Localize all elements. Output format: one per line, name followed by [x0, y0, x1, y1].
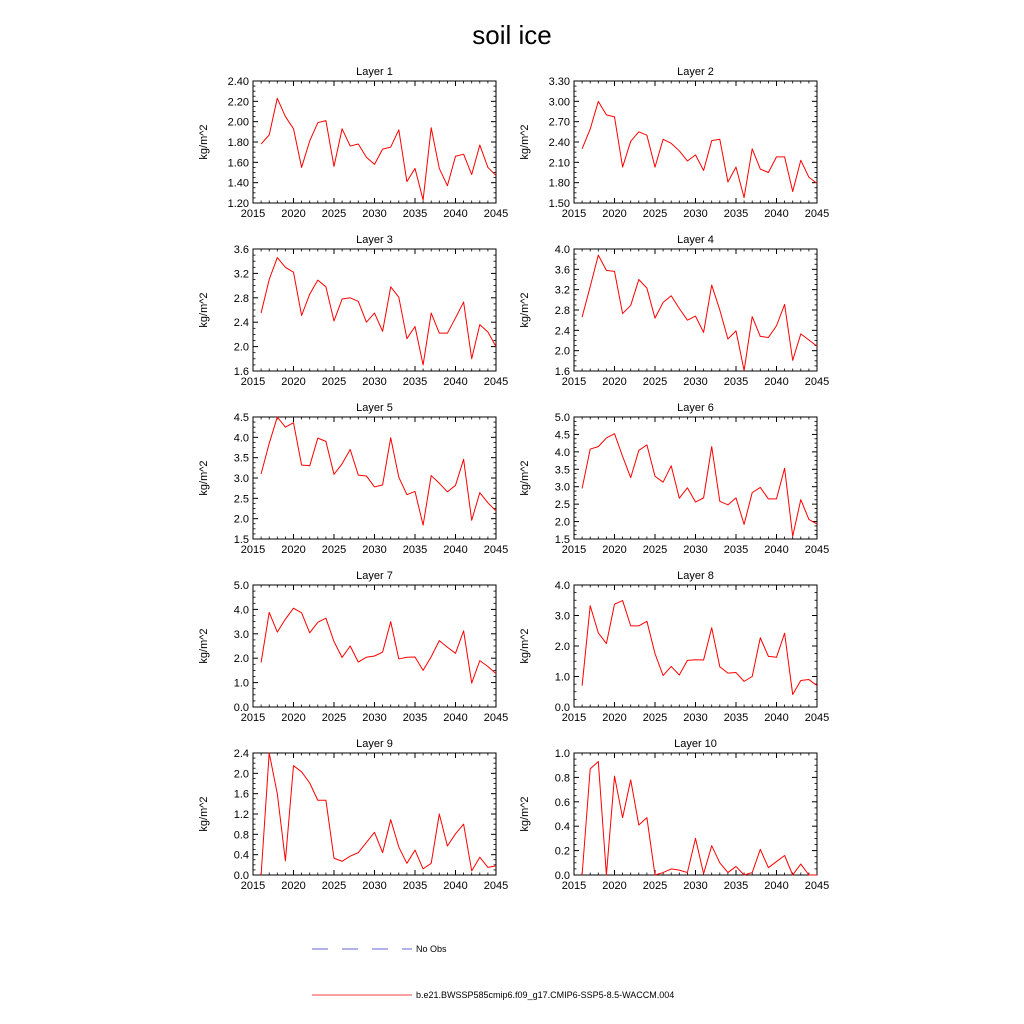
legend-no-obs-label: No Obs [416, 944, 447, 954]
y-tick-label: 3.0 [554, 610, 570, 623]
y-tick-label: 1.80 [227, 137, 249, 149]
x-tick-label: 2020 [281, 712, 306, 724]
y-tick-label: 4.0 [233, 432, 249, 445]
y-tick-label: 2.8 [233, 292, 249, 305]
x-tick-label: 2015 [240, 208, 266, 220]
x-tick-label: 2030 [683, 208, 708, 220]
x-tick-label: 2045 [804, 880, 830, 892]
x-tick-label: 2030 [683, 712, 708, 724]
series-line-layer-2 [582, 101, 817, 197]
y-axis-label: kg/m^2 [519, 796, 531, 832]
y-tick-label: 1.40 [227, 177, 249, 190]
y-axis-label: kg/m^2 [519, 292, 531, 328]
y-tick-label: 2.10 [548, 157, 570, 170]
x-tick-label: 2040 [443, 880, 468, 892]
panel-grid [198, 66, 829, 892]
x-tick-label: 2030 [683, 880, 708, 892]
y-axis-label: kg/m^2 [519, 460, 531, 496]
panel-layer-5 [198, 402, 508, 556]
y-tick-label: 2.0 [554, 345, 570, 358]
x-tick-label: 2015 [561, 208, 587, 220]
panel-title-layer-6: Layer 6 [677, 402, 714, 414]
y-axis-label: kg/m^2 [198, 628, 210, 664]
plot-frame-layer-5 [253, 417, 496, 539]
x-tick-label: 2015 [561, 544, 587, 556]
y-tick-label: 2.4 [233, 317, 249, 330]
x-tick-label: 2035 [723, 376, 749, 388]
x-tick-label: 2025 [642, 208, 668, 220]
x-tick-label: 2020 [281, 880, 306, 892]
y-tick-label: 0.6 [554, 796, 570, 809]
y-tick-label: 2.0 [233, 768, 249, 781]
y-tick-label: 2.20 [227, 96, 249, 109]
panel-layer-9 [198, 738, 508, 892]
y-tick-label: 3.0 [554, 481, 570, 494]
panel-title-layer-3: Layer 3 [356, 234, 393, 246]
y-tick-label: 2.4 [554, 325, 570, 338]
x-tick-label: 2045 [804, 208, 830, 220]
y-tick-label: 0.4 [233, 849, 249, 862]
y-tick-label: 2.4 [233, 748, 249, 760]
y-tick-label: 2.70 [548, 116, 570, 129]
y-tick-label: 5.0 [554, 412, 570, 424]
y-tick-label: 3.0 [233, 628, 249, 641]
y-axis-label: kg/m^2 [198, 124, 210, 160]
series-line-layer-5 [261, 417, 496, 525]
y-tick-label: 3.0 [233, 473, 249, 485]
y-tick-label: 2.40 [548, 137, 570, 149]
y-axis-label: kg/m^2 [519, 124, 531, 160]
y-tick-label: 1.6 [233, 788, 249, 801]
x-tick-label: 2015 [240, 880, 266, 892]
y-tick-label: 2.5 [554, 499, 570, 512]
panel-title-layer-4: Layer 4 [677, 234, 714, 246]
y-tick-label: 2.00 [227, 116, 249, 129]
y-tick-label: 3.00 [548, 96, 570, 109]
series-line-layer-3 [261, 258, 496, 365]
y-tick-label: 2.0 [233, 341, 249, 354]
x-tick-label: 2030 [362, 712, 387, 724]
x-tick-label: 2020 [281, 376, 306, 388]
y-tick-label: 0.8 [233, 829, 249, 842]
x-tick-label: 2030 [362, 208, 387, 220]
x-tick-label: 2040 [764, 880, 789, 892]
y-tick-label: 3.2 [233, 268, 249, 281]
y-axis-label: kg/m^2 [198, 460, 210, 496]
y-tick-label: 0.4 [554, 821, 570, 834]
x-tick-label: 2015 [240, 376, 266, 388]
y-tick-label: 5.0 [233, 580, 249, 592]
panel-title-layer-5: Layer 5 [356, 402, 393, 414]
panel-layer-7 [198, 570, 508, 724]
series-line-layer-1 [261, 98, 496, 200]
y-tick-label: 2.8 [554, 305, 570, 317]
x-tick-label: 2035 [402, 880, 428, 892]
x-tick-label: 2045 [483, 376, 509, 388]
x-tick-label: 2035 [723, 208, 749, 220]
figure-title: soil ice [472, 20, 552, 50]
x-tick-label: 2025 [642, 712, 668, 724]
x-tick-label: 2025 [321, 712, 347, 724]
y-tick-label: 3.5 [554, 464, 570, 477]
x-tick-label: 2025 [642, 544, 668, 556]
y-tick-label: 1.80 [548, 177, 570, 190]
y-tick-label: 1.20 [227, 198, 249, 210]
x-tick-label: 2035 [723, 880, 749, 892]
x-tick-label: 2040 [764, 712, 789, 724]
y-tick-label: 1.0 [554, 671, 570, 684]
x-tick-label: 2025 [321, 544, 347, 556]
y-tick-label: 4.0 [554, 580, 570, 592]
x-tick-label: 2015 [561, 880, 587, 892]
series-line-layer-9 [261, 753, 496, 875]
panel-layer-6 [519, 402, 829, 556]
y-tick-label: 0.0 [554, 702, 570, 714]
y-tick-label: 1.6 [233, 366, 249, 378]
x-tick-label: 2030 [362, 544, 387, 556]
plot-frame-layer-7 [253, 585, 496, 707]
panel-title-layer-2: Layer 2 [677, 66, 714, 78]
panel-layer-2 [519, 66, 829, 220]
panel-title-layer-1: Layer 1 [356, 66, 393, 78]
y-tick-label: 2.0 [233, 513, 249, 526]
x-tick-label: 2020 [281, 544, 306, 556]
panel-layer-1 [198, 66, 508, 220]
x-tick-label: 2020 [602, 208, 627, 220]
x-tick-label: 2020 [281, 208, 306, 220]
x-tick-label: 2040 [764, 208, 789, 220]
y-tick-label: 0.0 [233, 702, 249, 714]
x-tick-label: 2045 [804, 544, 830, 556]
x-tick-label: 2020 [602, 544, 627, 556]
y-tick-label: 1.6 [554, 366, 570, 378]
y-tick-label: 0.0 [233, 870, 249, 882]
x-tick-label: 2045 [483, 712, 509, 724]
panel-title-layer-10: Layer 10 [674, 738, 717, 750]
series-line-layer-10 [582, 762, 817, 875]
panel-title-layer-8: Layer 8 [677, 570, 714, 582]
x-tick-label: 2045 [804, 712, 830, 724]
x-tick-label: 2015 [240, 712, 266, 724]
y-tick-label: 2.5 [233, 493, 249, 506]
y-axis-label: kg/m^2 [198, 292, 210, 328]
y-axis-label: kg/m^2 [198, 796, 210, 832]
plot-frame-layer-10 [574, 753, 817, 875]
y-tick-label: 1.2 [233, 809, 249, 821]
y-axis-label: kg/m^2 [519, 628, 531, 664]
x-tick-label: 2045 [483, 544, 509, 556]
x-tick-label: 2045 [804, 376, 830, 388]
x-tick-label: 2015 [240, 544, 266, 556]
x-tick-label: 2035 [723, 544, 749, 556]
x-tick-label: 2040 [443, 208, 468, 220]
y-tick-label: 2.0 [554, 641, 570, 653]
y-tick-label: 2.0 [233, 653, 249, 666]
y-tick-label: 2.40 [227, 76, 249, 88]
panel-layer-8 [519, 570, 829, 724]
x-tick-label: 2040 [443, 544, 468, 556]
x-tick-label: 2020 [602, 880, 627, 892]
x-tick-label: 2045 [483, 208, 509, 220]
y-tick-label: 4.5 [554, 429, 570, 442]
x-tick-label: 2040 [443, 376, 468, 388]
y-tick-label: 4.0 [554, 446, 570, 459]
x-tick-label: 2030 [683, 544, 708, 556]
y-tick-label: 1.0 [554, 748, 570, 760]
y-tick-label: 3.6 [554, 264, 570, 277]
x-tick-label: 2030 [362, 376, 387, 388]
y-tick-label: 3.2 [554, 284, 570, 297]
x-tick-label: 2015 [561, 376, 587, 388]
series-line-layer-6 [582, 434, 817, 536]
y-tick-label: 1.5 [233, 534, 249, 546]
series-line-layer-7 [261, 608, 496, 683]
y-tick-label: 1.50 [548, 198, 570, 210]
x-tick-label: 2035 [402, 712, 428, 724]
y-tick-label: 0.8 [554, 772, 570, 785]
series-line-layer-4 [582, 255, 817, 370]
panel-title-layer-9: Layer 9 [356, 738, 393, 750]
x-tick-label: 2025 [321, 880, 347, 892]
panel-title-layer-7: Layer 7 [356, 570, 393, 582]
x-tick-label: 2025 [321, 208, 347, 220]
legend-model-label: b.e21.BWSSP585cmip6.f09_g17.CMIP6-SSP5-8.5-WACCM.004 [416, 990, 675, 1000]
panel-layer-3 [198, 234, 508, 388]
y-tick-label: 1.60 [227, 157, 249, 170]
x-tick-label: 2035 [402, 376, 428, 388]
x-tick-label: 2040 [764, 544, 789, 556]
x-tick-label: 2025 [642, 376, 668, 388]
x-tick-label: 2030 [683, 376, 708, 388]
plot-frame-layer-4 [574, 249, 817, 371]
x-tick-label: 2030 [362, 880, 387, 892]
x-tick-label: 2045 [483, 880, 509, 892]
series-line-layer-8 [582, 601, 817, 695]
x-tick-label: 2025 [321, 376, 347, 388]
y-tick-label: 3.30 [548, 76, 570, 88]
x-tick-label: 2020 [602, 712, 627, 724]
y-tick-label: 2.0 [554, 516, 570, 529]
y-tick-label: 3.6 [233, 244, 249, 256]
y-tick-label: 4.5 [233, 412, 249, 424]
y-tick-label: 1.5 [554, 534, 570, 546]
plot-frame-layer-2 [574, 81, 817, 203]
y-tick-label: 4.0 [233, 604, 249, 617]
panel-layer-4 [519, 234, 829, 388]
x-tick-label: 2015 [561, 712, 587, 724]
plot-frame-layer-1 [253, 81, 496, 203]
x-tick-label: 2040 [443, 712, 468, 724]
x-tick-label: 2040 [764, 376, 789, 388]
y-tick-label: 0.0 [554, 870, 570, 882]
x-tick-label: 2035 [402, 544, 428, 556]
panel-layer-10 [519, 738, 829, 892]
y-tick-label: 0.2 [554, 845, 570, 858]
y-tick-label: 3.5 [233, 452, 249, 465]
legend [312, 944, 674, 1000]
y-tick-label: 1.0 [233, 677, 249, 690]
x-tick-label: 2035 [723, 712, 749, 724]
x-tick-label: 2035 [402, 208, 428, 220]
y-tick-label: 4.0 [554, 244, 570, 256]
x-tick-label: 2025 [642, 880, 668, 892]
x-tick-label: 2020 [602, 376, 627, 388]
